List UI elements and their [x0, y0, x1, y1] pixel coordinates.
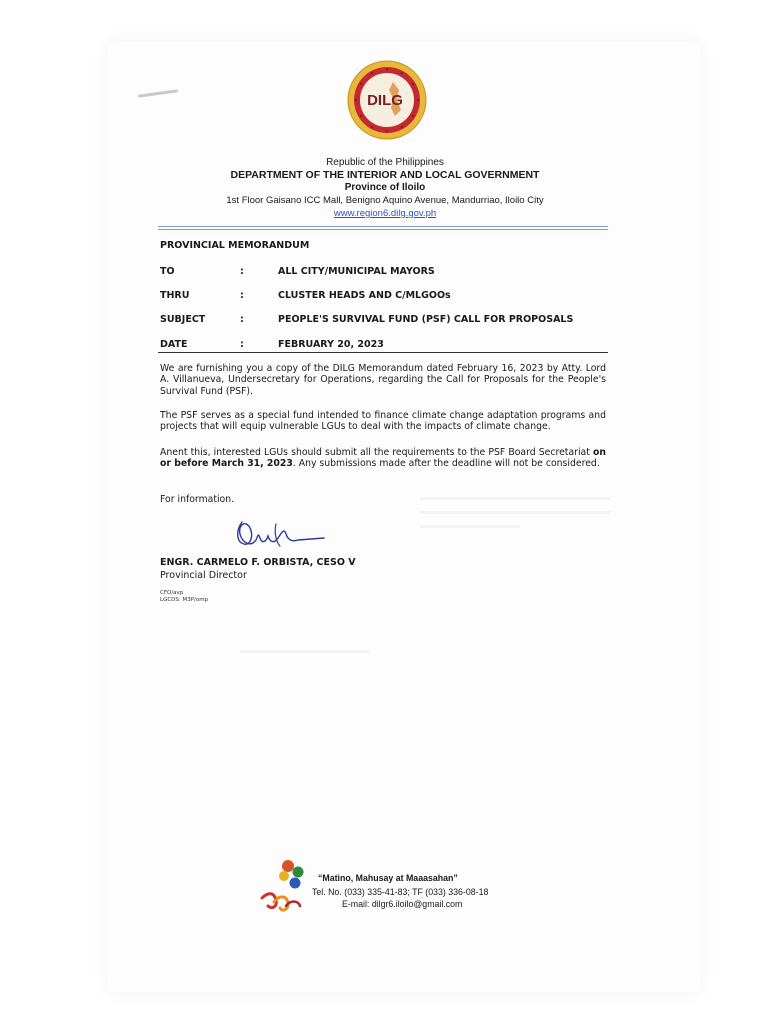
- field-key: DATE: [160, 339, 188, 350]
- paragraph-text: Anent this, interested LGUs should submit all the requirements to the PSF Board Secretariat: [160, 447, 593, 458]
- province-name: Province of Iloilo: [344, 182, 426, 193]
- body-paragraph-2: The PSF serves as a special fund intended to finance climate change adaptation programs and projects that will equip vulnerable LGUs to deal with the impacts of climate change.: [160, 410, 606, 433]
- footer-telephone: Tel. No. (033) 335-41-83; TF (033) 336-08-18: [312, 887, 489, 897]
- memo-title: PROVINCIAL MEMORANDUM: [160, 240, 310, 251]
- field-colon: :: [240, 314, 244, 325]
- bleed-through-line: [420, 511, 610, 514]
- body-paragraph-4: For information.: [160, 494, 235, 505]
- body-paragraph-1: We are furnishing you a copy of the DILG Memorandum dated February 16, 2023 by Atty. Lord A. Villanueva, Undersecretary for Operations, regarding the Call for Proposals for the People's Survival Fund (PSF).: [160, 363, 606, 397]
- field-key: TO: [160, 266, 175, 277]
- field-colon: :: [240, 290, 244, 301]
- bleed-through-line: [420, 525, 520, 528]
- republic-line: Republic of the Philippines: [326, 157, 444, 168]
- svg-text:DILG: DILG: [367, 92, 403, 109]
- field-key: THRU: [160, 290, 190, 301]
- date-rule: [158, 352, 608, 353]
- field-colon: :: [240, 266, 244, 277]
- field-colon: :: [240, 339, 244, 350]
- dilg-seal-logo: [347, 60, 427, 140]
- field-value: ALL CITY/MUNICIPAL MAYORS: [278, 266, 435, 277]
- signatory-name: ENGR. CARMELO F. ORBISTA, CESO V: [160, 557, 356, 568]
- header-rule: [158, 226, 608, 227]
- footer-email: E-mail: dilgr6.iloilo@gmail.com: [342, 899, 463, 909]
- website-link[interactable]: www.region6.dilg.gov.ph: [333, 208, 437, 219]
- body-paragraph-3: [160, 447, 606, 470]
- paragraph-text: . Any submissions made after the deadline will not be considered.: [292, 458, 600, 470]
- footer-motto: “Matino, Mahusay at Maaasahan”: [318, 873, 458, 883]
- field-value: PEOPLE'S SURVIVAL FUND (PSF) CALL FOR PROPOSALS: [278, 314, 574, 325]
- signatory-title: Provincial Director: [160, 570, 247, 581]
- field-value: FEBRUARY 20, 2023: [278, 339, 384, 350]
- deadline-text: on or before March 31, 2023: [160, 447, 606, 470]
- bagong-pilipinas-icon: [258, 858, 310, 914]
- header-rule: [158, 229, 608, 230]
- reference-code: LGCDS: M3P/omp: [160, 597, 209, 603]
- reference-initials: CFO/avp: [160, 590, 184, 596]
- field-key: SUBJECT: [160, 314, 206, 325]
- handwritten-signature: [228, 508, 328, 556]
- bleed-through-line: [240, 650, 370, 653]
- field-value: CLUSTER HEADS AND C/MLGOOs: [278, 290, 451, 301]
- department-name: DEPARTMENT OF THE INTERIOR AND LOCAL GOVERNMENT: [230, 169, 540, 181]
- office-address: 1st Floor Gaisano ICC Mall, Benigno Aquino Avenue, Mandurriao, Iloilo City: [226, 195, 544, 206]
